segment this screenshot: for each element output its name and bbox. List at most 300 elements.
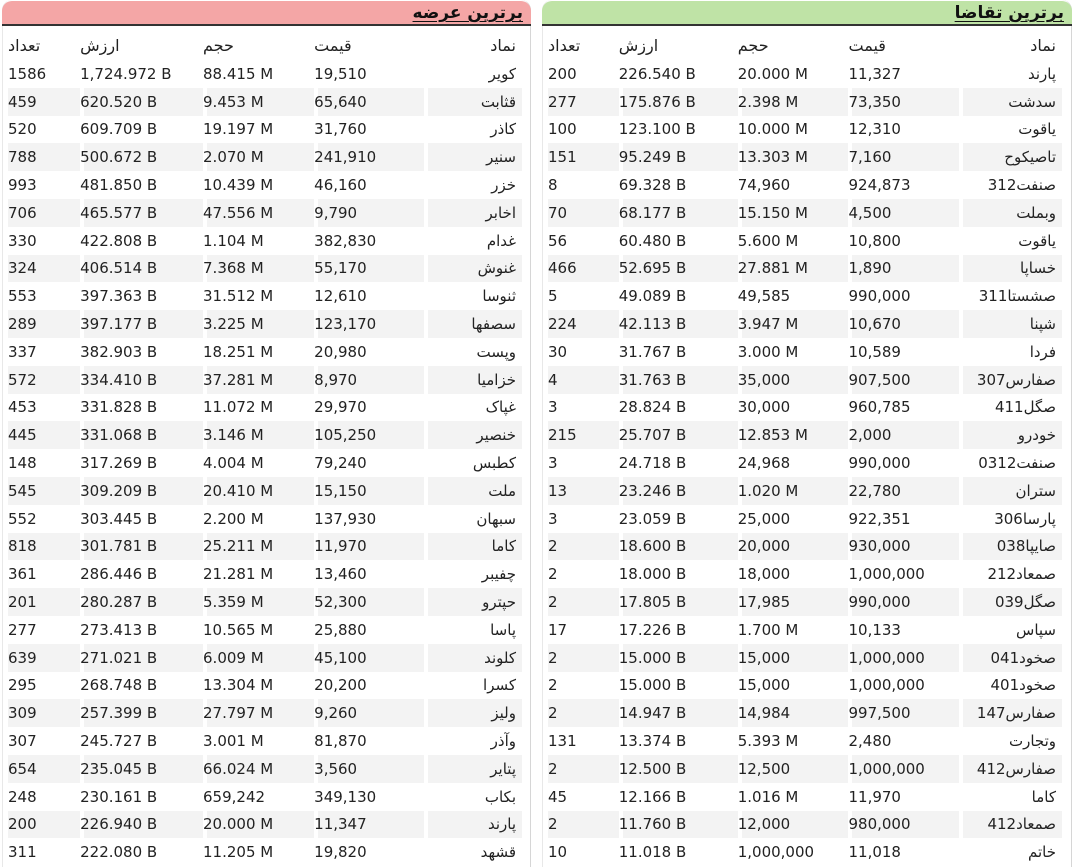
cell-count xyxy=(548,338,619,366)
cell-symbol[interactable] xyxy=(424,727,522,755)
cell-value xyxy=(619,366,738,394)
cell-value-text: 11.018 B xyxy=(618,843,687,862)
cell-value-text: 17.805 B xyxy=(618,593,687,612)
cell-volume xyxy=(203,143,314,171)
table-row[interactable] xyxy=(548,421,1062,449)
cell-symbol-text: پتایر xyxy=(490,759,516,778)
table-row[interactable] xyxy=(8,394,522,422)
cell-volume xyxy=(738,811,849,839)
cell-price-text: 81,870 xyxy=(314,732,367,751)
cell-value xyxy=(619,505,738,533)
cell-price xyxy=(314,282,424,310)
cell-volume-text: 12.853 M xyxy=(737,426,808,445)
cell-price-text: 924,873 xyxy=(848,176,911,195)
cell-symbol[interactable] xyxy=(424,505,522,533)
column-header-symbol[interactable]: نماد xyxy=(490,35,516,55)
table-row[interactable] xyxy=(548,449,1062,477)
cell-price xyxy=(314,394,424,422)
cell-value-text: 334.410 B xyxy=(80,370,158,389)
cell-value xyxy=(80,783,203,811)
cell-value-text: 230.161 B xyxy=(80,787,158,806)
cell-count-text: 4 xyxy=(548,370,558,389)
cell-volume xyxy=(203,421,314,449)
cell-price xyxy=(848,282,959,310)
cell-value-text: 12.166 B xyxy=(618,787,687,806)
table-row[interactable] xyxy=(548,644,1062,672)
cell-symbol[interactable] xyxy=(424,755,522,783)
cell-value xyxy=(619,533,738,561)
column-header-price[interactable]: قیمت xyxy=(314,35,352,55)
table-row[interactable] xyxy=(548,727,1062,755)
cell-value-text: 23.059 B xyxy=(618,509,687,528)
table-row[interactable] xyxy=(548,560,1062,588)
cell-price-text: 10,133 xyxy=(848,620,901,639)
cell-symbol[interactable] xyxy=(424,60,522,88)
cell-value-text: 500.672 B xyxy=(80,148,158,167)
cell-count xyxy=(548,394,619,422)
cell-symbol[interactable] xyxy=(424,783,522,811)
cell-volume-text: 49,585 xyxy=(737,287,791,306)
column-header-volume[interactable]: حجم xyxy=(737,35,769,55)
cell-value-text: 235.045 B xyxy=(80,759,158,778)
table-row[interactable] xyxy=(548,366,1062,394)
cell-volume-text: 13.304 M xyxy=(203,676,274,695)
table-row[interactable] xyxy=(548,477,1062,505)
cell-volume xyxy=(738,171,849,199)
cell-symbol[interactable] xyxy=(424,310,522,338)
cell-count xyxy=(8,838,80,866)
cell-value-text: 69.328 B xyxy=(618,176,687,195)
cell-count xyxy=(548,811,619,839)
cell-volume-text: 25,000 xyxy=(737,509,791,528)
cell-volume-text: 10.000 M xyxy=(737,120,808,139)
cell-volume xyxy=(738,616,849,644)
table-row[interactable] xyxy=(8,255,522,283)
cell-symbol[interactable] xyxy=(959,672,1062,700)
cell-price-text: 11,347 xyxy=(314,815,367,834)
table-row[interactable] xyxy=(8,699,522,727)
cell-symbol[interactable] xyxy=(959,88,1062,116)
cell-value xyxy=(80,394,203,422)
cell-symbol[interactable] xyxy=(959,477,1062,505)
cell-symbol-text: ثنوسا xyxy=(482,287,516,306)
column-header-volume[interactable]: حجم xyxy=(203,35,234,55)
table-row[interactable] xyxy=(548,282,1062,310)
cell-symbol-text: قثابت xyxy=(480,92,516,111)
table-row[interactable] xyxy=(8,505,522,533)
cell-price-text: 1,000,000 xyxy=(848,759,925,778)
cell-value-text: 13.374 B xyxy=(618,732,687,751)
cell-volume xyxy=(203,255,314,283)
cell-price-text: 29,970 xyxy=(314,398,367,417)
cell-symbol[interactable] xyxy=(959,505,1062,533)
cell-count xyxy=(548,560,619,588)
table-row[interactable] xyxy=(548,171,1062,199)
table-row[interactable] xyxy=(548,616,1062,644)
cell-symbol[interactable] xyxy=(959,783,1062,811)
cell-symbol[interactable] xyxy=(959,533,1062,561)
cell-price xyxy=(314,143,424,171)
cell-value-text: 286.446 B xyxy=(80,565,158,584)
cell-volume-text: 7.368 M xyxy=(203,259,264,278)
table-row[interactable] xyxy=(8,60,522,88)
cell-count-text: 215 xyxy=(548,426,577,445)
cell-count xyxy=(8,171,80,199)
cell-symbol[interactable] xyxy=(959,282,1062,310)
cell-value xyxy=(80,255,203,283)
cell-volume-text: 19.197 M xyxy=(203,120,274,139)
cell-symbol[interactable] xyxy=(424,449,522,477)
cell-price-text: 907,500 xyxy=(848,370,911,389)
table-row[interactable] xyxy=(8,811,522,839)
cell-count xyxy=(8,394,80,422)
cell-symbol[interactable] xyxy=(959,116,1062,144)
panel-header xyxy=(542,1,1072,26)
table-row[interactable] xyxy=(8,449,522,477)
cell-count xyxy=(548,588,619,616)
table-row[interactable] xyxy=(548,672,1062,700)
cell-price xyxy=(848,699,959,727)
cell-symbol-text: خنصیر xyxy=(476,426,516,445)
cell-value xyxy=(619,560,738,588)
cell-price xyxy=(314,255,424,283)
table-row[interactable] xyxy=(8,282,522,310)
table-row[interactable] xyxy=(548,227,1062,255)
cell-count-text: 30 xyxy=(548,342,568,361)
table-row[interactable] xyxy=(8,421,522,449)
cell-price xyxy=(848,310,959,338)
column-header-value[interactable]: ارزش xyxy=(80,35,120,55)
table-row[interactable] xyxy=(548,811,1062,839)
table-row[interactable] xyxy=(8,143,522,171)
cell-count-text: 654 xyxy=(8,759,37,778)
cell-price xyxy=(314,644,424,672)
table-row[interactable] xyxy=(548,755,1062,783)
cell-symbol[interactable] xyxy=(424,811,522,839)
cell-symbol[interactable] xyxy=(424,838,522,866)
cell-volume xyxy=(203,811,314,839)
cell-value-text: 382.903 B xyxy=(80,342,158,361)
cell-symbol[interactable] xyxy=(959,338,1062,366)
cell-value-text: 271.021 B xyxy=(80,648,158,667)
table-row[interactable] xyxy=(8,533,522,561)
cell-symbol-text: صخود401 xyxy=(990,676,1056,695)
cell-price-text: 7,160 xyxy=(848,148,892,167)
cell-volume xyxy=(738,338,849,366)
table-row[interactable] xyxy=(548,338,1062,366)
cell-volume xyxy=(203,505,314,533)
cell-symbol[interactable] xyxy=(959,699,1062,727)
cell-volume xyxy=(738,227,849,255)
cell-symbol[interactable] xyxy=(959,60,1062,88)
cell-count xyxy=(548,533,619,561)
cell-symbol[interactable] xyxy=(959,588,1062,616)
cell-symbol[interactable] xyxy=(424,533,522,561)
cell-volume-text: 2.070 M xyxy=(203,148,264,167)
cell-price-text: 2,000 xyxy=(848,426,892,445)
cell-volume-text: 47.556 M xyxy=(203,203,274,222)
column-header-price[interactable]: قیمت xyxy=(848,35,886,55)
cell-value-text: 31.767 B xyxy=(618,342,687,361)
cell-value xyxy=(619,644,738,672)
cell-count-text: 277 xyxy=(8,620,37,639)
cell-price-text: 990,000 xyxy=(848,287,911,306)
cell-volume-text: 12,000 xyxy=(737,815,791,834)
cell-value xyxy=(619,310,738,338)
cell-symbol[interactable] xyxy=(959,838,1062,866)
cell-price-text: 10,589 xyxy=(848,342,901,361)
cell-volume-text: 11.205 M xyxy=(203,843,274,862)
cell-price-text: 45,100 xyxy=(314,648,367,667)
cell-symbol[interactable] xyxy=(424,588,522,616)
cell-volume-text: 17,985 xyxy=(737,593,791,612)
cell-count-text: 361 xyxy=(8,565,37,584)
cell-volume xyxy=(203,644,314,672)
cell-symbol[interactable] xyxy=(959,171,1062,199)
cell-symbol-text: خودرو xyxy=(1017,426,1056,445)
cell-symbol[interactable] xyxy=(959,394,1062,422)
cell-volume-text: 3.947 M xyxy=(737,315,799,334)
cell-value xyxy=(80,727,203,755)
cell-count xyxy=(548,282,619,310)
cell-symbol-text: پارند xyxy=(1027,64,1056,83)
cell-count-text: 572 xyxy=(8,370,37,389)
cell-count xyxy=(548,449,619,477)
table-row[interactable] xyxy=(8,88,522,116)
cell-symbol[interactable] xyxy=(959,727,1062,755)
cell-value xyxy=(619,255,738,283)
cell-value-text: 331.068 B xyxy=(80,426,158,445)
cell-symbol[interactable] xyxy=(959,366,1062,394)
table-row[interactable] xyxy=(8,644,522,672)
cell-volume xyxy=(738,310,849,338)
cell-symbol[interactable] xyxy=(424,644,522,672)
table-row[interactable] xyxy=(8,199,522,227)
cell-volume-text: 5.600 M xyxy=(737,231,799,250)
cell-value xyxy=(619,477,738,505)
cell-value-text: 280.287 B xyxy=(80,593,158,612)
cell-symbol[interactable] xyxy=(959,560,1062,588)
cell-symbol[interactable] xyxy=(424,616,522,644)
cell-symbol[interactable] xyxy=(959,755,1062,783)
column-header-count[interactable]: تعداد xyxy=(548,35,581,55)
cell-symbol[interactable] xyxy=(424,88,522,116)
cell-count xyxy=(548,755,619,783)
cell-value-text: 301.781 B xyxy=(80,537,158,556)
cell-count xyxy=(8,644,80,672)
cell-price xyxy=(848,727,959,755)
table-row[interactable] xyxy=(8,616,522,644)
cell-price xyxy=(848,783,959,811)
cell-symbol[interactable] xyxy=(424,143,522,171)
cell-volume xyxy=(738,60,849,88)
table-row[interactable] xyxy=(548,394,1062,422)
cell-count-text: 459 xyxy=(8,92,37,111)
cell-symbol[interactable] xyxy=(424,672,522,700)
cell-price-text: 12,310 xyxy=(848,120,901,139)
cell-volume-text: 74,960 xyxy=(737,176,791,195)
cell-symbol[interactable] xyxy=(424,699,522,727)
cell-volume xyxy=(738,394,849,422)
cell-price xyxy=(314,838,424,866)
cell-count-text: 993 xyxy=(8,176,37,195)
cell-value-text: 23.246 B xyxy=(618,481,687,500)
table-row[interactable] xyxy=(8,755,522,783)
cell-volume xyxy=(738,755,849,783)
cell-symbol-text: خزامیا xyxy=(477,370,516,389)
cell-price xyxy=(848,672,959,700)
table-row[interactable] xyxy=(548,783,1062,811)
cell-symbol[interactable] xyxy=(959,644,1062,672)
table-row[interactable] xyxy=(8,838,522,866)
cell-value xyxy=(80,477,203,505)
table-row[interactable] xyxy=(8,338,522,366)
table-row[interactable] xyxy=(8,171,522,199)
cell-symbol-text: صگل039 xyxy=(994,593,1056,612)
column-header-value[interactable]: ارزش xyxy=(618,35,659,55)
cell-volume xyxy=(203,616,314,644)
cell-symbol[interactable] xyxy=(959,255,1062,283)
cell-price-text: 11,970 xyxy=(848,787,901,806)
table-row[interactable] xyxy=(8,672,522,700)
table-row[interactable] xyxy=(548,838,1062,866)
cell-symbol[interactable] xyxy=(424,421,522,449)
cell-price xyxy=(314,505,424,533)
table-row[interactable] xyxy=(548,588,1062,616)
cell-price-text: 31,760 xyxy=(314,120,367,139)
cell-volume-text: 13.303 M xyxy=(737,148,808,167)
cell-price-text: 11,327 xyxy=(848,64,901,83)
cell-symbol-text: کاما xyxy=(1031,787,1056,806)
cell-symbol-text: صشستا311 xyxy=(978,287,1056,306)
cell-count xyxy=(8,672,80,700)
column-header-count[interactable]: تعداد xyxy=(8,35,41,55)
cell-symbol[interactable] xyxy=(424,338,522,366)
cell-value xyxy=(80,505,203,533)
top-offer-panel xyxy=(0,0,531,867)
cell-symbol[interactable] xyxy=(959,143,1062,171)
table-row[interactable] xyxy=(8,310,522,338)
cell-volume xyxy=(738,116,849,144)
cell-symbol[interactable] xyxy=(424,282,522,310)
table-row[interactable] xyxy=(8,227,522,255)
cell-symbol-text: کاذر xyxy=(490,120,516,139)
cell-price xyxy=(848,449,959,477)
cell-count xyxy=(8,88,80,116)
cell-value xyxy=(80,338,203,366)
cell-volume-text: 6.009 M xyxy=(203,648,264,667)
table-row[interactable] xyxy=(548,255,1062,283)
cell-volume xyxy=(738,255,849,283)
table-row[interactable] xyxy=(548,143,1062,171)
cell-symbol[interactable] xyxy=(959,449,1062,477)
cell-count xyxy=(8,143,80,171)
table-row[interactable] xyxy=(8,116,522,144)
cell-symbol[interactable] xyxy=(959,421,1062,449)
cell-count xyxy=(548,616,619,644)
cell-volume xyxy=(203,171,314,199)
cell-volume-text: 88.415 M xyxy=(203,64,274,83)
cell-symbol[interactable] xyxy=(424,394,522,422)
cell-price-text: 10,800 xyxy=(848,231,901,250)
column-header-symbol[interactable]: نماد xyxy=(1030,35,1056,55)
cell-volume xyxy=(738,672,849,700)
cell-symbol[interactable] xyxy=(959,227,1062,255)
cell-value-text: 18.000 B xyxy=(618,565,687,584)
cell-volume xyxy=(203,449,314,477)
cell-price xyxy=(848,421,959,449)
cell-price xyxy=(314,88,424,116)
table-row[interactable] xyxy=(8,560,522,588)
cell-price xyxy=(848,394,959,422)
table-row[interactable] xyxy=(548,199,1062,227)
table-row[interactable] xyxy=(548,699,1062,727)
cell-symbol[interactable] xyxy=(424,366,522,394)
cell-symbol-text: صنفت312 xyxy=(987,176,1056,195)
table-row[interactable] xyxy=(548,533,1062,561)
cell-volume-text: 1.700 M xyxy=(737,620,799,639)
cell-symbol[interactable] xyxy=(959,811,1062,839)
table-row[interactable] xyxy=(548,310,1062,338)
cell-symbol[interactable] xyxy=(424,227,522,255)
cell-symbol[interactable] xyxy=(424,199,522,227)
table-row[interactable] xyxy=(8,366,522,394)
cell-count-text: 453 xyxy=(8,398,37,417)
cell-price-text: 123,170 xyxy=(314,315,377,334)
table-row[interactable] xyxy=(8,477,522,505)
cell-count xyxy=(8,560,80,588)
cell-count xyxy=(8,338,80,366)
cell-volume-text: 10.565 M xyxy=(203,620,274,639)
cell-symbol[interactable] xyxy=(959,310,1062,338)
table-row[interactable] xyxy=(548,505,1062,533)
table-row[interactable] xyxy=(8,588,522,616)
cell-value xyxy=(80,282,203,310)
cell-volume xyxy=(738,199,849,227)
table-row[interactable] xyxy=(548,116,1062,144)
cell-count-text: 2 xyxy=(548,565,558,584)
cell-count xyxy=(8,755,80,783)
cell-symbol[interactable] xyxy=(959,199,1062,227)
cell-price-text: 349,130 xyxy=(314,787,377,806)
cell-symbol-text: شپنا xyxy=(1029,315,1056,334)
panel-title: برترین عرضه xyxy=(412,3,523,23)
cell-count xyxy=(548,143,619,171)
cell-price xyxy=(314,783,424,811)
cell-price xyxy=(848,366,959,394)
cell-value xyxy=(80,310,203,338)
cell-price-text: 105,250 xyxy=(314,426,377,445)
cell-symbol[interactable] xyxy=(424,477,522,505)
table-row[interactable] xyxy=(548,88,1062,116)
cell-price xyxy=(848,116,959,144)
table-row[interactable] xyxy=(8,783,522,811)
cell-symbol[interactable] xyxy=(424,255,522,283)
cell-symbol[interactable] xyxy=(424,560,522,588)
cell-symbol-text: پارند xyxy=(487,815,516,834)
table-row[interactable] xyxy=(8,727,522,755)
cell-count xyxy=(548,477,619,505)
cell-price-text: 922,351 xyxy=(848,509,911,528)
cell-symbol[interactable] xyxy=(424,116,522,144)
cell-value xyxy=(619,116,738,144)
cell-volume-text: 18,000 xyxy=(737,565,791,584)
cell-symbol[interactable] xyxy=(424,171,522,199)
table-row[interactable] xyxy=(548,60,1062,88)
cell-count-text: 56 xyxy=(548,231,568,250)
cell-symbol-text: وپست xyxy=(476,342,516,361)
cell-symbol[interactable] xyxy=(959,616,1062,644)
